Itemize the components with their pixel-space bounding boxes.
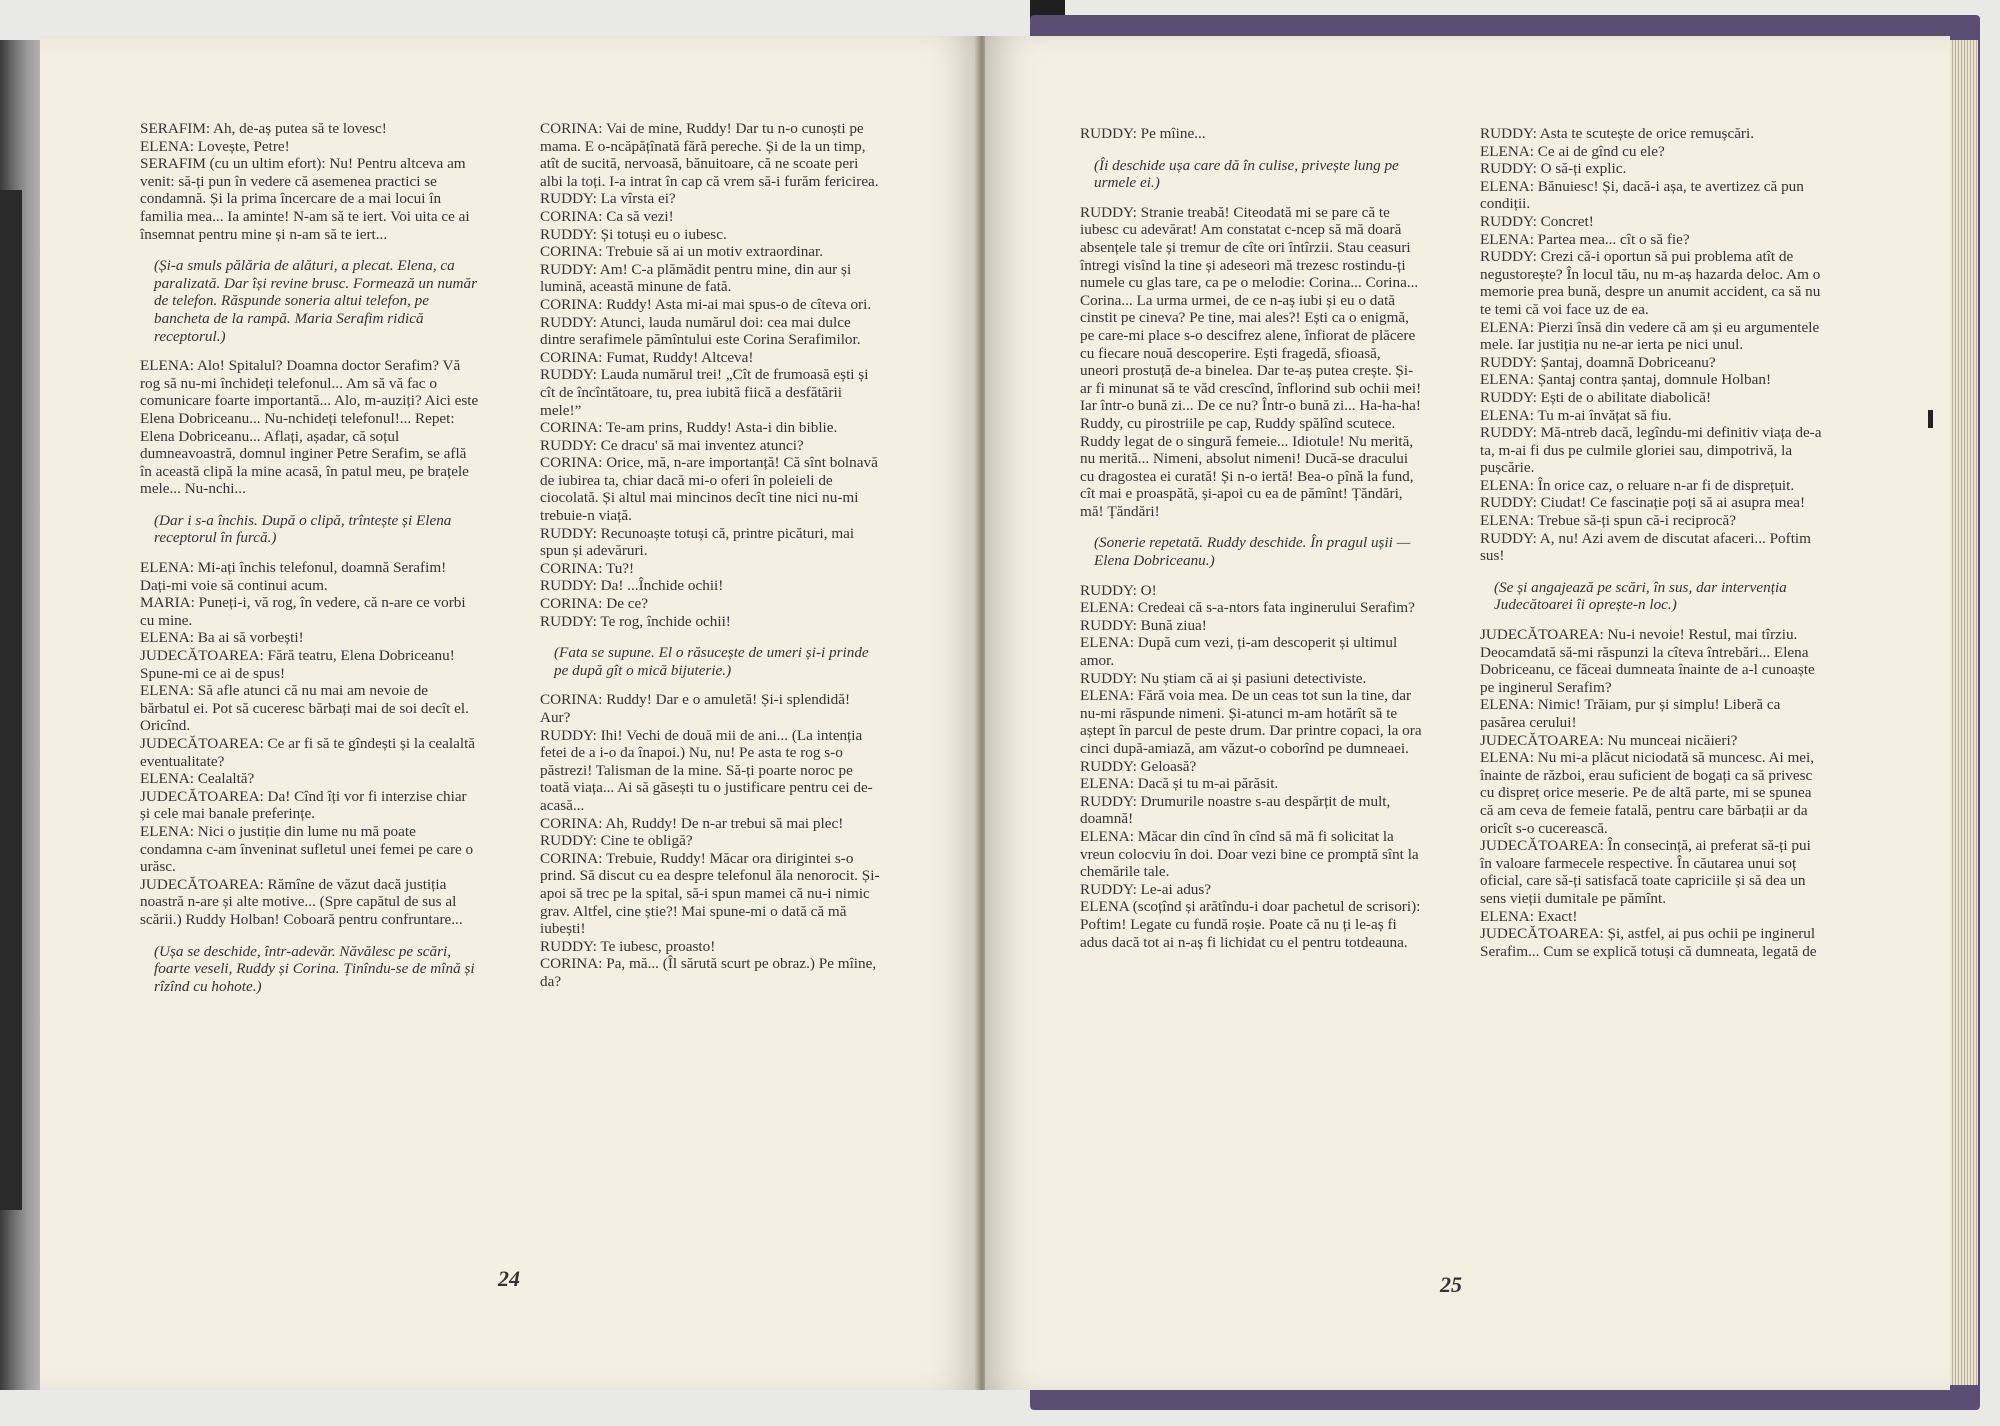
dialogue-line: RUDDY: Crezi că-i oportun să pui problema atît de negustorește? În locul tău, nu m-aș hazarda deloc. Am o memorie prea bună, despre un anumit accident, ca să nu te temi că voi face uz de ea. — [1480, 248, 1821, 318]
dialogue-line: RUDDY: Da! ...Închide ochii! — [540, 577, 724, 595]
dialogue-line: CORINA: Pa, mă... (Îl sărută scurt pe obraz.) Pe mîine, da? — [540, 955, 877, 990]
dialogue-line: RUDDY: Asta te scutește de orice remușcări. — [1480, 125, 1755, 142]
dialogue-line: RUDDY: Ihi! Vechi de două mii de ani... (La intenția fetei de a i-o da înapoi.) Nu, nu! Pe asta te rog s-o păstrezi! Talisman de la mine. Să-ți poarte noroc pe toată viața... Ai să găsești tu o justificare pentru cei de-acasă... — [540, 726, 873, 814]
dialogue-line: RUDDY: O! — [1080, 581, 1157, 599]
dialogue-line: RUDDY: Te rog, închide ochii! — [540, 612, 731, 630]
dialogue-line: JUDECĂTOAREA: Rămîne de văzut dacă justiția noastră n-are și alte motive... (Spre capătul de sus al scării.) Ruddy Holban! Coboară pentru confruntare... — [140, 875, 463, 928]
dialogue-line: RUDDY: Mă-ntreb dacă, legîndu-mi definitiv viața de-a ta, m-ai fi dus pe culmile gloriei sau, dimpotrivă, la pușcărie. — [1480, 424, 1822, 477]
dialogue-line: ELENA: Alo! Spitalul? Doamna doctor Serafim? Vă rog să nu-mi închideți telefonul... Am să vă fac o comunicare foarte importantă... Alo, m-auziți? Aici este Elena Dobriceanu... Nu-nchideți telefonul!... Repet: Elena Dobriceanu... Aflați, așadar, că soțul dumneavoastră, domnul inginer Petre Serafim, se află în această clipă la mine acasă, în patul meu, pe brațele mele... Nu-nchi... — [140, 357, 479, 498]
dialogue-line: RUDDY: Geloasă? — [1080, 757, 1197, 775]
dialogue-line: ELENA: Mi-ați închis telefonul, doamnă Serafim! Dați-mi voie să continui acum. — [140, 559, 447, 594]
dialogue-line: RUDDY: A, nu! Azi avem de discutat afaceri... Poftim sus! — [1480, 529, 1811, 565]
dialogue-line: CORINA: Vai de mine, Ruddy! Dar tu n-o cunoști pe mama. E o-ncăpățînată fără pereche. Și de la un timp, atît de sucită, nervoasă, bănuitoare, că ne scoate peri albi la toți. I-a intrat în cap că vrem să-i furăm fericirea. — [540, 120, 879, 190]
dialogue-line: RUDDY: Ciudat! Ce fascinație poți să ai asupra mea! — [1480, 494, 1806, 512]
stage-direction: (Și-a smuls pălăria de alături, a plecat. Elena, ca paralizată. Dar își revine brusc. Formează un număr de telefon. Răspunde soneria altui telefon, pe bancheta de la rampă. Maria Serafim ridică receptorul.) — [154, 257, 478, 345]
stage-direction: (Sonerie repetată. Ruddy deschide. În pragul ușii — Elena Dobriceanu.) — [1094, 534, 1411, 570]
dialogue-line: CORINA: De ce? — [540, 595, 648, 613]
dialogue-line: JUDECĂTOAREA: Nu munceai nicăieri? — [1480, 731, 1738, 749]
dialogue-line: ELENA: Ba ai să vorbești! — [140, 629, 304, 647]
dialogue-line: ELENA: Nu mi-a plăcut niciodată să muncesc. Ai mei, înainte de război, erau suficient de bogați ca să privesc cu dispreț orice meserie. Pe de altă parte, mi se spunea că am ceva de femeie fatală, pentru care bărbații ar da oricît s-o cucerească. — [1480, 749, 1815, 837]
dialogue-line: SERAFIM (cu un ultim efort): Nu! Pentru altceva am venit: să-ți pun în vedere că asemenea practici se condamnă. Și la prima încercare de a mai locui în familia mea... Ia aminte! N-am să te iert. Voi uita ce ai însemnat pentru mine și n-am să te iert... — [140, 155, 470, 243]
dialogue-line: ELENA: Dacă și tu m-ai părăsit. — [1080, 775, 1279, 793]
dialogue-line: RUDDY: Concret! — [1480, 212, 1594, 230]
dialogue-line: ELENA: Măcar din cînd în cînd să mă fi solicitat la vreun colocviu în doi. Doar vezi bine ce promptă sînt la chemările tale. — [1080, 827, 1419, 881]
dialogue-line: ELENA: Credeai că s-a-ntors fata inginerului Serafim? — [1080, 599, 1415, 617]
dialogue-line: RUDDY: Nu știam că ai și pasiuni detectiviste. — [1080, 669, 1367, 687]
dialogue-line: RUDDY: Și totuși eu o iubesc. — [540, 225, 727, 243]
page-number-right: 25 — [1440, 1272, 1462, 1297]
dialogue-line: CORINA: Orice, mă, n-are importanță! Că sînt bolnavă de iubirea ta, chiar dacă mi-o oferi în poleieli de ciocolată. Și altul mai mincinos decît tine nici nu-mi trebuie-n viață. — [540, 454, 878, 525]
dialogue-line: RUDDY: Am! C-a plămădit pentru mine, din aur și lumină, această minune de fată. — [540, 260, 852, 296]
dialogue-line: JUDECĂTOAREA: Nu-i nevoie! Restul, mai tîrziu. Deocamdată să-mi răspunzi la cîteva întrebări... Elena Dobriceanu, ce făceai dumneata înainte de a-l cunoaște pe inginerul Serafim? — [1480, 626, 1815, 696]
dialogue-line: RUDDY: Stranie treabă! Citeodată mi se pare că te iubesc cu adevărat! Am constatat c-ncep să mă doară absențele tale și tremur de cîte ori întîrzii. Stau ceasuri întregi visînd la tine și adeseori mă trezesc rostindu-ți numele cu glas tare, ca pe o melodie: Corina... Corina... Corina... La urma urmei, de ce n-aș iubi și eu o dată cinstit pe cineva? Pe tine, mai ales?! Ești ca o enigmă, pe care-mi place s-o descifrez alene, înfiorat de plăcere cu fiecare nouă descoperire. Ești fragedă, sfioasă, uneori prostuță de-a binelea. Dar te-aș putea crește. Și-ar fi minunat să te văd crescînd, înflorind sub ochii mei! Iar într-o bună zi... De ce nu? Într-o bună zi... Ha-ha-ha! Ruddy, cu pirostriile pe cap, Ruddy spălînd scutece. Ruddy legat de o singură femeie... Idiotule! Nu merită, nu merită... Nimeni, absolut nimeni! Ducă-se dracului cu dragostea ei curată! Și n-o iertă! Bea-o pînă la fund, cît mai e proaspătă, și-apoi cu ea de pămînt! Țăndări, mă! Țăndări! — [1080, 203, 1422, 520]
dialogue-line: CORINA: Ruddy! Asta mi-ai mai spus-o de cîteva ori. — [540, 295, 872, 313]
dialogue-line: RUDDY: Șantaj, doamnă Dobriceanu? — [1480, 353, 1716, 371]
dialogue-line: CORINA: Fumat, Ruddy! Altceva! — [540, 348, 754, 366]
dialogue-line: RUDDY: Ești de o abilitate diabolică! — [1480, 388, 1712, 406]
left-page — [40, 36, 980, 1390]
dialogue-line: RUDDY: Le-ai adus? — [1080, 880, 1212, 898]
dialogue-line: ELENA: După cum vezi, ți-am descoperit și ultimul amor. — [1080, 634, 1398, 670]
dialogue-line: ELENA: Să afle atunci că nu mai am nevoie de bărbatul ei. Pot să cuceresc bărbați mai de soi decît el. Oricînd. — [140, 682, 469, 735]
right-page-column-2 — [1480, 125, 1822, 960]
dialogue-line: RUDDY: Pe mîine... — [1080, 125, 1206, 142]
dialogue-line: ELENA: Fără voia mea. De un ceas tot sun la tine, dar nu-mi răspunde nimeni. Și-atunci m-am hotărît să te aștept în parcul de peste drum. Dar printre copaci, la ora cinci după-amiază, am văzut-o coborînd pe dumneaei. — [1080, 687, 1422, 757]
dialogue-line: CORINA: Tu?! — [540, 559, 635, 577]
stage-direction: (Ușa se deschide, într-adevăr. Năvălesc pe scări, foarte veseli, Ruddy și Corina. Ținîndu-se de mînă și rîzînd cu hohote.) — [154, 942, 475, 995]
dialogue-line: ELENA: Nimic! Trăiam, pur și simplu! Liberă ca pasărea cerului! — [1480, 696, 1781, 731]
dialogue-line: MARIA: Puneți-i, vă rog, în vedere, că n-are ce vorbi cu mine. — [140, 594, 466, 629]
stage-direction: (Fata se supune. El o răsucește de umeri și-i prinde pe după gît o mică bijuterie.) — [554, 644, 869, 679]
dialogue-line: ELENA: În orice caz, o reluare n-ar fi de disprețuit. — [1480, 476, 1795, 494]
dialogue-line: CORINA: Ruddy! Dar e o amuletă! Și-i splendidă! Aur? — [540, 691, 851, 726]
dialogue-line: ELENA: Pierzi însă din vedere că am și eu argumentele mele. Iar justiția nu ne-ar ierta pe nici unul. — [1480, 318, 1820, 354]
dialogue-line: ELENA: Bănuiesc! Și, dacă-i așa, te avertizez că pun condiții. — [1480, 177, 1804, 213]
dialogue-line: ELENA: Lovește, Petre! — [140, 137, 290, 155]
dialogue-line: CORINA: Trebuie, Ruddy! Măcar ora dirigintei s-o prind. Să discut cu ea despre telefonul ăla nenorocit. Și-apoi să trec pe la spital, să-i spun mamei că nu-i nimic grav. Altfel, cine știe?! Mai spune-mi o dată că mă iubești! — [540, 849, 880, 938]
dialogue-line: ELENA: Șantaj contra șantaj, domnule Holban! — [1480, 371, 1772, 389]
dialogue-line: RUDDY: Atunci, lauda numărul doi: cea mai dulce dintre serafimele pămîntului este Corina Serafimilor. — [540, 313, 861, 349]
dialogue-line: JUDECĂTOAREA: În consecință, ai preferat să-ți pui în valoare farmecele respective. În căutarea unui soț oficial, care să-ți satisfacă toate capriciile și să dea un sens vieții dumitale pe pămînt. — [1480, 837, 1811, 907]
dialogue-line: CORINA: Trebuie să ai un motiv extraordinar. — [540, 243, 824, 261]
dialogue-line: RUDDY: Cine te obligă? — [540, 832, 693, 850]
left-page-column-2 — [540, 120, 880, 991]
book-spine — [0, 190, 22, 1210]
left-page-column-1 — [140, 120, 480, 1007]
dialogue-line: ELENA: Partea mea... cît o să fie? — [1480, 230, 1690, 248]
dialogue-line: ELENA: Cealaltă? — [140, 770, 255, 788]
dialogue-line: RUDDY: Recunoaște totuși că, printre picături, mai spun și adevăruri. — [540, 524, 855, 560]
right-page — [985, 36, 1950, 1390]
dialogue-line: RUDDY: Lauda numărul trei! „Cît de frumoasă ești și cît de încîntătoare, tu, prea iubită fiică a desfătării mele!” — [540, 366, 869, 419]
dialogue-line: CORINA: Te-am prins, Ruddy! Asta-i din biblie. — [540, 419, 838, 437]
stage-direction: (Îi deschide ușa care dă în culise, privește lung pe urmele ei.) — [1094, 156, 1399, 192]
dialogue-line: ELENA: Exact! — [1480, 907, 1578, 925]
dialogue-line: SERAFIM: Ah, de-aș putea să te lovesc! — [140, 120, 387, 137]
right-page-column-1 — [1080, 125, 1422, 951]
dialogue-line: RUDDY: Ce dracu' să mai inventez atunci? — [540, 436, 804, 454]
dialogue-line: RUDDY: O să-ți explic. — [1480, 160, 1627, 178]
dialogue-line: ELENA: Trebue să-ți spun că-i reciprocă? — [1480, 512, 1736, 530]
dialogue-line: CORINA: Ah, Ruddy! De n-ar trebui să mai plec! — [540, 814, 844, 832]
dialogue-line: ELENA (scoțînd și arătîndu-i doar pachetul de scrisori): Poftim! Legate cu fundă roșie. Poate că nu ți le-aș fi adus dacă tot ai n-aș fi lichidat cu el pentru totdeauna. — [1080, 898, 1421, 951]
page-number-left: 24 — [498, 1266, 520, 1291]
dialogue-line: ELENA: Nici o justiție din lume nu mă poate condamna c-am înveninat sufletul unei femei pe care o urăsc. — [140, 822, 474, 876]
dialogue-line: RUDDY: Bună ziua! — [1080, 616, 1207, 634]
stage-direction: (Dar i s-a închis. După o clipă, trîntește și Elena receptorul în furcă.) — [154, 511, 452, 547]
page-edges — [1950, 40, 1978, 1385]
dialogue-line: JUDECĂTOAREA: Ce ar fi să te gîndești și la cealaltă eventualitate? — [140, 735, 476, 770]
dialogue-line: RUDDY: Drumurile noastre s-au despărțit de mult, doamnă! — [1080, 792, 1391, 828]
dialogue-line: ELENA: Ce ai de gînd cu ele? — [1480, 142, 1665, 160]
dialogue-line: RUDDY: Te iubesc, proasto! — [540, 937, 716, 955]
dialogue-line: JUDECĂTOAREA: Și, astfel, ai pus ochii pe inginerul Serafim... Cum se explică totuși că dumneata, legată de — [1480, 925, 1817, 960]
stage-direction: (Se și angajează pe scări, în sus, dar intervenția Judecătoarei îi oprește-n loc.) — [1494, 578, 1787, 614]
dialogue-line: JUDECĂTOAREA: Fără teatru, Elena Dobriceanu! Spune-mi ce ai de spus! — [140, 647, 455, 682]
dialogue-line: ELENA: Tu m-ai învățat să fiu. — [1480, 406, 1672, 424]
dialogue-line: JUDECĂTOAREA: Da! Cînd îți vor fi interzise chiar și cele mai banale preferințe. — [140, 787, 467, 823]
dialogue-line: RUDDY: La vîrsta ei? — [540, 190, 676, 208]
margin-mark — [1928, 410, 1933, 428]
dialogue-line: CORINA: Ca să vezi! — [540, 207, 674, 225]
